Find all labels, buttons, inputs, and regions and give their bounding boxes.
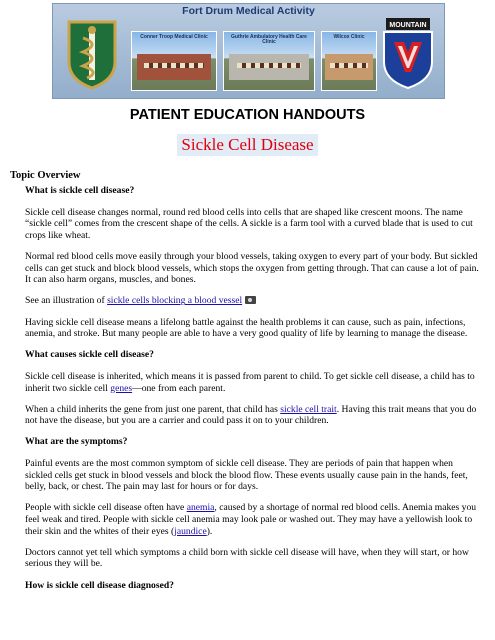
text: , caused by a shortage of normal red blood cells. Anemia makes you feel weak and tired. People with sickle cell anemia may look pale or washed out. They may have a yellowish look to their skin and the whites of their eyes ( — [25, 502, 477, 537]
page-heading: PATIENT EDUCATION HANDOUTS — [129, 107, 366, 123]
text: People with sickle cell disease often have — [25, 502, 187, 514]
text: See an illustration of — [25, 295, 108, 307]
question-heading: What is sickle cell disease? — [25, 185, 135, 196]
question-heading: How is sickle cell disease diagnosed? — [25, 579, 174, 591]
article-body — [25, 185, 480, 601]
section-heading: Topic Overview — [10, 170, 81, 181]
photo-label: Wilcox Clinic — [333, 34, 365, 40]
paragraph: Normal red blood cells move easily through your blood vessels, taking oxygen to every part of your body. But sickled cells can get stuck and block blood vessels, which stops the oxygen from getting through. That can cause a lot of pain. It can also harm organs, muscles, and bones. — [25, 250, 479, 286]
document-title: Sickle Cell Disease — [177, 134, 317, 156]
paragraph: Sickle cell disease changes normal, round red blood cells into cells that are shaped like crescent moons. The name “sickle cell” comes from the crescent shape of the cells. A sickle is a farm tool with a curved blade that is used to cut crops like wheat. — [25, 206, 473, 241]
title-wrap — [0, 134, 495, 156]
jaundice-link[interactable]: jaundice — [174, 525, 207, 537]
emblem-text: MOUNTAIN — [389, 22, 427, 29]
camera-icon[interactable] — [245, 296, 256, 304]
paragraph — [25, 295, 480, 307]
illustration-link[interactable]: sickle cells blocking a blood vessel — [107, 295, 243, 307]
medical-emblem-icon — [63, 18, 121, 90]
text: —one from each parent. — [132, 382, 226, 394]
paragraph: Doctors cannot yet tell which symptoms a child born with sickle cell disease will have, when they will start, or how serious they will be. — [25, 546, 469, 570]
genes-link[interactable]: genes — [110, 382, 133, 394]
clinic-photo-conner — [131, 31, 217, 91]
mountain-division-emblem-icon — [380, 16, 436, 90]
paragraph: Having sickle cell disease means a lifelong battle against the health problems it can cause, such as pain, infections, anemia, and stroke. But many people are able to have a very good quality of life by learning to manage the disease. — [25, 316, 468, 340]
question-heading: What are the symptoms? — [25, 436, 128, 448]
photo-label: Conner Troop Medical Clinic — [140, 34, 208, 40]
text: Sickle cell disease is inherited, which means it is passed from parent to child. To get sickle cell disease, a child has to inherit two sickle cell — [25, 370, 475, 394]
anemia-link[interactable]: anemia — [186, 502, 215, 514]
paragraph — [25, 404, 480, 427]
text: ). — [206, 525, 213, 537]
question-heading: What causes sickle cell disease? — [25, 349, 154, 361]
header-banner — [52, 3, 445, 99]
paragraph: Painful events are the most common symptom of sickle cell disease. They are periods of pain that happen when sickled cells get stuck in blood vessels and block the blood flow. These events usually cause pain in the hands, feet, belly, back, or chest. The pain may last for hours or for days. — [25, 458, 468, 493]
text: When a child inherits the gene from just one parent, that child has — [25, 403, 281, 415]
text: . Having this trait means that you do not have the disease, but you are a carrier and could pass it on to your children. — [25, 403, 477, 427]
paragraph — [25, 371, 480, 394]
clinic-photo-guthrie — [223, 31, 315, 91]
clinic-photo-wilcox — [321, 31, 377, 91]
banner-title: Fort Drum Medical Activity — [182, 5, 315, 17]
photo-label: Guthrie Ambulatory Health Care Clinic — [231, 34, 307, 45]
sickle-cell-trait-link[interactable]: sickle cell trait — [280, 403, 337, 415]
paragraph — [25, 502, 480, 537]
